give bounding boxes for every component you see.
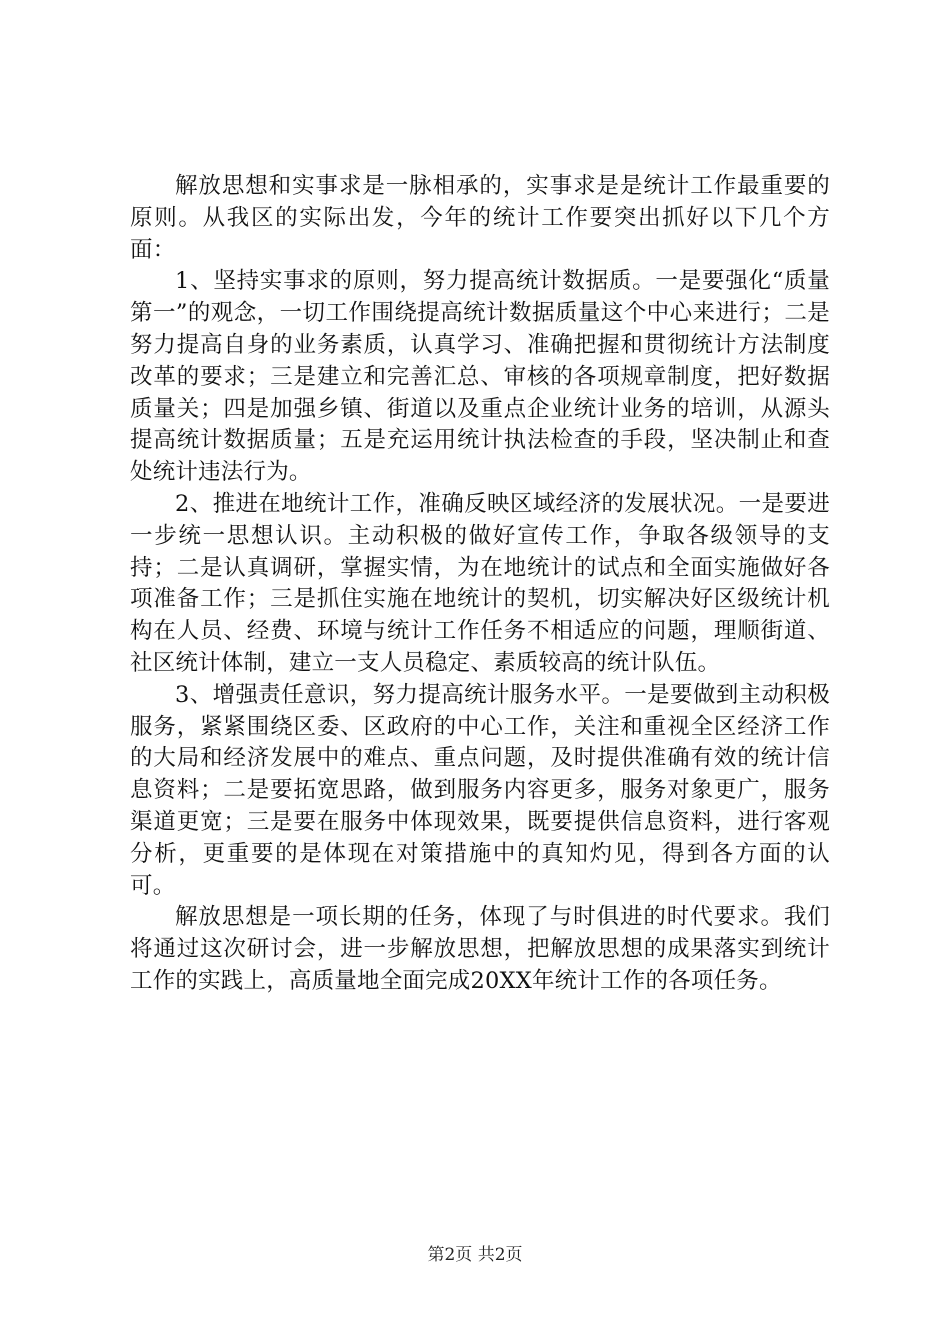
paragraph-item-3: 3、增强责任意识，努力提高统计服务水平。一是要做到主动积极服务，紧紧围绕区委、区政府的中心工作，关注和重视全区经济工作的大局和经济发展中的难点、重点问题，及时提供准确有效的统计信息资料；二是要拓宽思路，做到服务内容更多，服务对象更广，服务渠道更宽；三是要在服务中体现效果，既要提供信息资料，进行客观分析，更重要的是体现在对策措施中的真知灼见，得到各方面的认可。: [130, 681, 830, 899]
paragraph-intro: 解放思想和实事求是一脉相承的，实事求是是统计工作最重要的原则。从我区的实际出发，今年的统计工作要突出抓好以下几个方面：: [130, 173, 830, 263]
paragraph-item-1: 1、坚持实事求的原则，努力提高统计数据质。一是要强化“质量第一”的观念，一切工作围绕提高统计数据质量这个中心来进行；二是努力提高自身的业务素质，认真学习、准确把握和贯彻统计方法制度改革的要求；三是建立和完善汇总、审核的各项规章制度，把好数据质量关；四是加强乡镇、街道以及重点企业统计业务的培训，从源头提高统计数据质量；五是充运用统计执法检查的手段，坚决制止和查处统计违法行为。: [130, 268, 830, 486]
document-body: [130, 171, 830, 998]
page-number-footer: 第2页 共2页: [427, 1245, 523, 1265]
paragraph-item-2: 2、推进在地统计工作，准确反映区域经济的发展状况。一是要进一步统一思想认识。主动积极的做好宣传工作，争取各级领导的支持；二是认真调研，掌握实情，为在地统计的试点和全面实施做好各项准备工作；三是抓住实施在地统计的契机，切实解决好区级统计机构在人员、经费、环境与统计工作任务不相适应的问题，理顺街道、社区统计体制，建立一支人员稳定、素质较高的统计队伍。: [130, 490, 830, 676]
paragraph-conclusion: 解放思想是一项长期的任务，体现了与时俱进的时代要求。我们将通过这次研讨会，进一步解放思想，把解放思想的成果落实到统计工作的实践上，高质量地全面完成20XX年统计工作的各项任务。: [130, 904, 830, 994]
